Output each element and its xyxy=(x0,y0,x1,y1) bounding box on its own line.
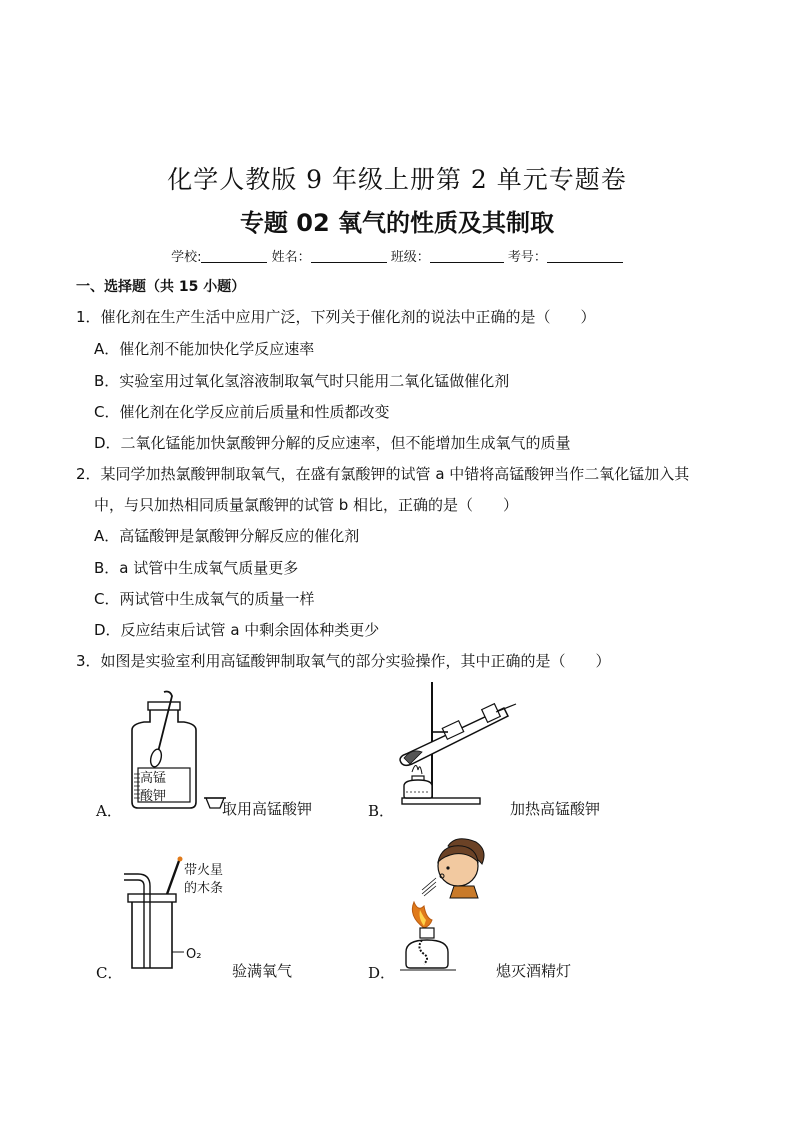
question-2-stem-line2: 中，与只加热相同质量氯酸钾的试管 b 相比，正确的是（ ） xyxy=(94,496,519,514)
question-2-option-a: A．高锰酸钾是氯酸钾分解反应的催化剂 xyxy=(94,527,360,545)
figure-c-caption: 验满氧气 xyxy=(232,962,293,980)
question-1-option-d: D．二氧化锰能加快氯酸钾分解的反应速率，但不能增加生成氧气的质量 xyxy=(94,434,571,452)
name-blank[interactable] xyxy=(311,250,387,263)
figure-c-letter: C． xyxy=(96,964,123,982)
question-2-option-d: D．反应结束后试管 a 中剩余固体种类更少 xyxy=(94,621,380,639)
page-title: 化学人教版 9 年级上册第 2 单元专题卷 xyxy=(167,165,627,194)
figure-d-blowing-lamp xyxy=(398,836,490,974)
section-heading: 一、选择题（共 15 小题） xyxy=(76,279,246,295)
exam-no-blank[interactable] xyxy=(547,250,623,263)
figure-a-caption: 取用高锰酸钾 xyxy=(222,800,313,818)
stick-label-line2: 的木条 xyxy=(184,881,224,896)
figure-d-caption: 熄灭酒精灯 xyxy=(496,962,572,980)
question-1-option-a: A．催化剂不能加快化学反应速率 xyxy=(94,340,315,358)
question-3-stem: 3．如图是实验室利用高锰酸钾制取氧气的部分实验操作，其中正确的是（ ） xyxy=(76,652,611,670)
figure-d-letter: D． xyxy=(368,964,396,982)
question-1-stem: 1．催化剂在生产生活中应用广泛，下列关于催化剂的说法中正确的是（ ） xyxy=(76,308,596,326)
school-label: 学校: xyxy=(171,250,202,265)
question-1-option-b: B．实验室用过氧化氢溶液制取氧气时只能用二氧化锰做催化剂 xyxy=(94,372,510,390)
figure-b-letter: B． xyxy=(368,802,395,820)
stick-label-line1: 带火星 xyxy=(184,863,224,878)
figure-b-heating-apparatus xyxy=(392,678,518,808)
bottle-label-line1: 高锰 xyxy=(140,771,167,786)
question-2-stem-line1: 2．某同学加热氯酸钾制取氧气，在盛有氯酸钾的试管 a 中错将高锰酸钾当作二氧化锰加入其 xyxy=(76,465,690,483)
figure-a-letter: A． xyxy=(96,802,122,820)
class-label: 班级： xyxy=(390,250,430,265)
question-1-option-c: C．催化剂在化学反应前后质量和性质都改变 xyxy=(94,403,390,421)
question-2-option-b: B．a 试管中生成氧气质量更多 xyxy=(94,559,299,577)
school-blank[interactable] xyxy=(201,250,267,263)
student-info-line xyxy=(0,246,794,265)
figure-a-reagent-bottle xyxy=(118,690,228,814)
question-2-option-c: C．两试管中生成氧气的质量一样 xyxy=(94,590,315,608)
page-subtitle: 专题 02 氧气的性质及其制取 xyxy=(239,209,555,237)
class-blank[interactable] xyxy=(430,250,504,263)
bottle-label-line2: 酸钾 xyxy=(140,789,167,804)
name-label: 姓名： xyxy=(271,250,311,265)
exam-no-label: 考号： xyxy=(507,250,547,265)
figure-b-caption: 加热高锰酸钾 xyxy=(510,800,601,818)
gas-label: O₂ xyxy=(186,947,202,962)
